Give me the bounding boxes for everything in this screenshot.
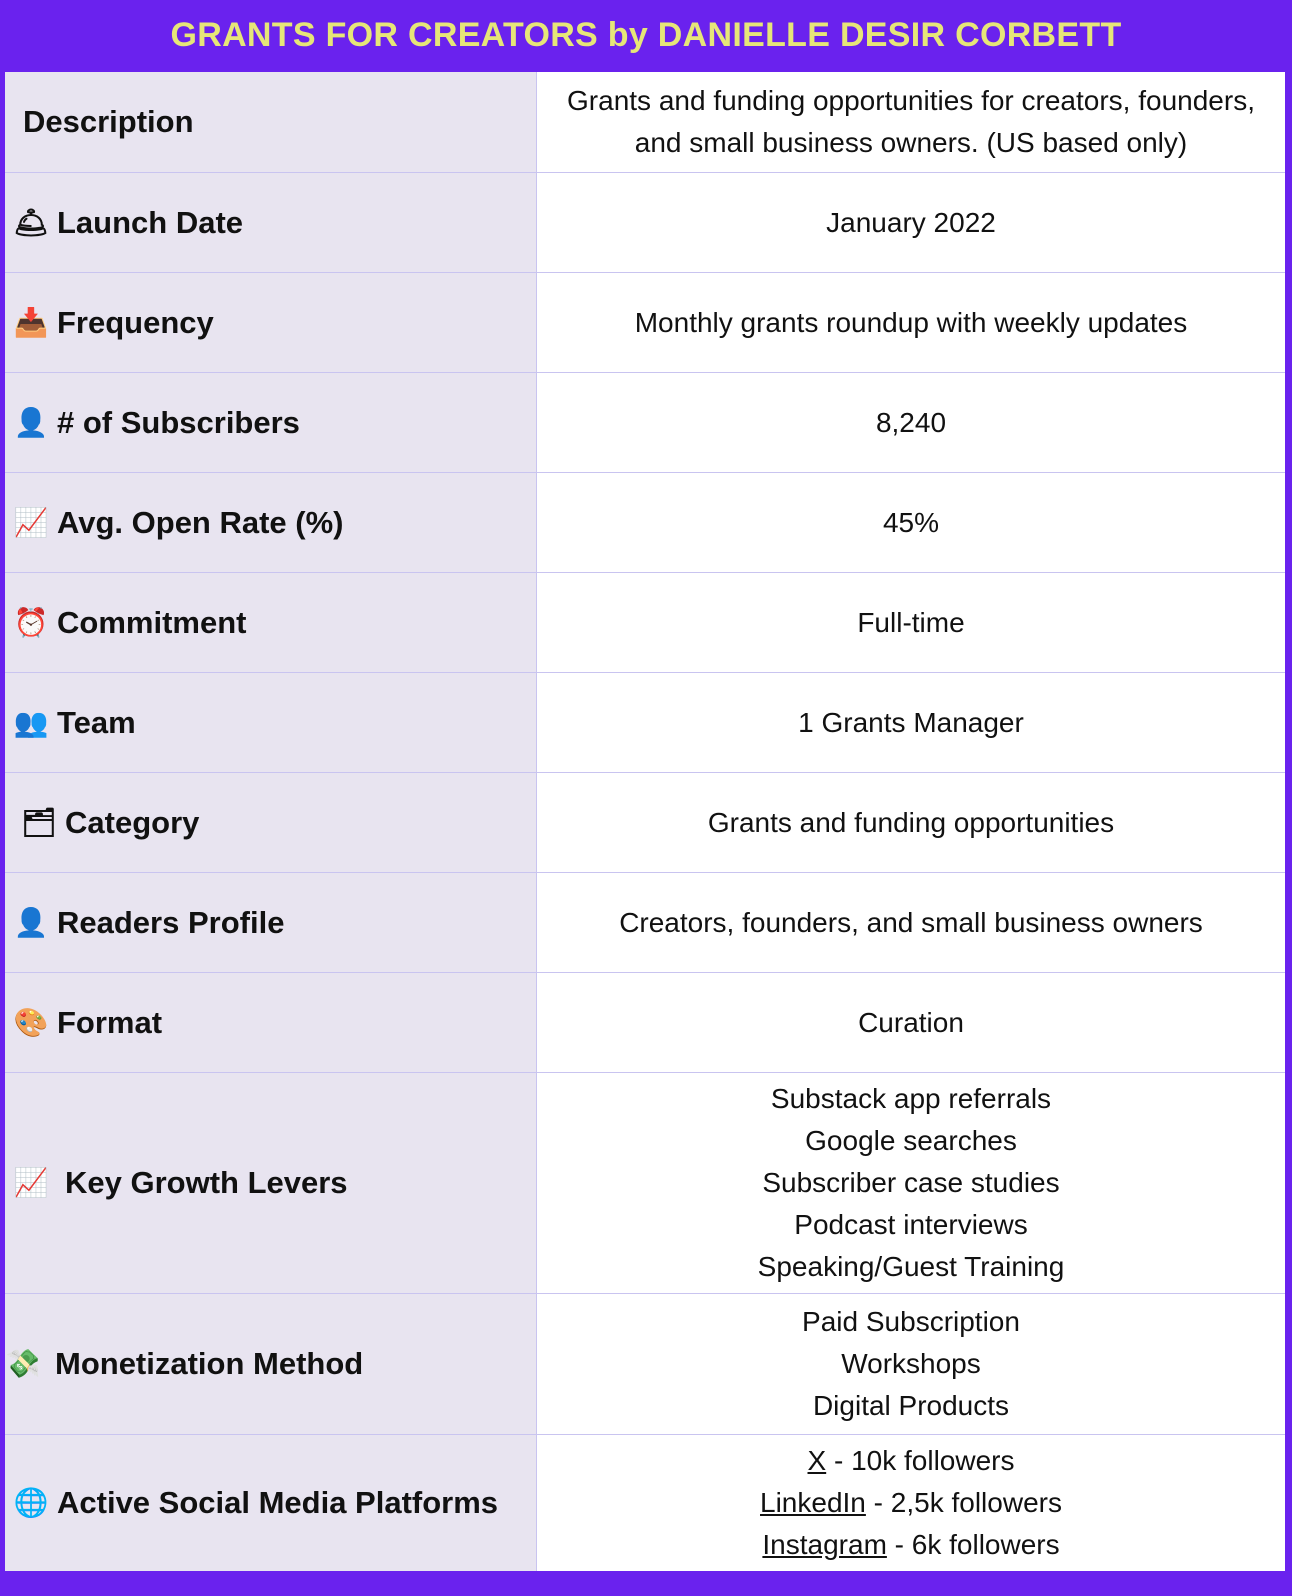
row-value-cell (537, 173, 1285, 272)
row-value: January 2022 (826, 206, 996, 238)
row-label-cell (5, 273, 537, 372)
row-label-cell (5, 1294, 537, 1434)
linkedin-link[interactable]: LinkedIn (760, 1487, 866, 1518)
table-row-monetization (5, 1294, 1285, 1435)
person-icon: 👤 (13, 406, 49, 438)
row-value-cell (537, 1073, 1285, 1293)
instagram-link[interactable]: Instagram (762, 1529, 887, 1560)
people-icon: 👥 (13, 706, 49, 738)
table-row-description (5, 72, 1285, 173)
row-label: Category (65, 804, 200, 840)
row-label: Monetization Method (55, 1346, 364, 1381)
row-value: Grants and funding opportunities (707, 806, 1115, 838)
table-row-growth-levers (5, 1073, 1285, 1294)
table-row-open-rate (5, 473, 1285, 573)
row-value: Curation (858, 1006, 964, 1038)
info-table (5, 72, 1285, 1571)
table-row-commitment (5, 573, 1285, 673)
row-value-cell (537, 473, 1285, 572)
bell-icon: 🛎 (13, 206, 49, 238)
row-label: Commitment (57, 604, 247, 640)
row-label-cell (5, 673, 537, 772)
palette-icon: 🎨 (13, 1006, 49, 1038)
list-item: Digital Products (812, 1390, 1010, 1421)
row-label-cell (5, 973, 537, 1072)
row-value-cell (537, 973, 1285, 1072)
list-item (808, 1440, 1015, 1482)
page-title: GRANTS FOR CREATORS by DANIELLE DESIR CORBETT (170, 15, 1122, 54)
chart-up-icon: 📈 (13, 1167, 49, 1198)
row-label-cell (5, 573, 537, 672)
person-icon: 👤 (13, 906, 49, 938)
row-value: Creators, founders, and small business owners (619, 906, 1203, 938)
row-label-cell (5, 873, 537, 972)
inbox-tray-icon: 📥 (13, 306, 49, 338)
row-label-cell (5, 373, 537, 472)
table-row-format (5, 973, 1285, 1073)
row-label: Launch Date (57, 204, 244, 240)
x-link[interactable]: X (807, 1445, 827, 1476)
row-value: 8,240 (875, 406, 947, 438)
list-item: Substack app referrals (770, 1083, 1052, 1114)
row-label: # of Subscribers (57, 404, 300, 440)
table-row-subscribers (5, 373, 1285, 473)
table-row-launch-date (5, 173, 1285, 273)
row-label: Readers Profile (57, 904, 285, 940)
table-row-category (5, 773, 1285, 873)
row-label: Avg. Open Rate (%) (57, 504, 344, 540)
row-label-cell (5, 173, 537, 272)
row-label: Format (57, 1004, 163, 1040)
list-item: Speaking/Guest Training (757, 1251, 1065, 1282)
row-label-cell (5, 72, 537, 172)
platform-detail: - 10k followers (826, 1445, 1015, 1476)
row-value-cell (537, 873, 1285, 972)
row-label: Description (23, 104, 194, 139)
row-value: 1 Grants Manager (798, 706, 1024, 738)
list-item: Paid Subscription (802, 1306, 1020, 1337)
table-row-frequency (5, 273, 1285, 373)
list-item: Subscriber case studies (762, 1167, 1060, 1198)
row-value-cell (537, 573, 1285, 672)
table-row-readers-profile (5, 873, 1285, 973)
table-row-team (5, 673, 1285, 773)
platform-detail: - 6k followers (886, 1529, 1060, 1560)
row-label: Frequency (57, 304, 214, 340)
list-item: Google searches (805, 1125, 1017, 1156)
row-label-cell (5, 1073, 537, 1293)
row-label-cell (5, 1435, 537, 1571)
row-value-cell (537, 273, 1285, 372)
list-item (762, 1524, 1059, 1566)
row-value-line: and small business owners. (US based only) (634, 127, 1188, 158)
row-label: Team (57, 704, 136, 740)
alarm-clock-icon: ⏰ (13, 606, 49, 638)
row-value-cell (537, 1435, 1285, 1571)
row-value: Full-time (857, 606, 965, 638)
globe-icon: 🌐 (13, 1487, 49, 1518)
row-label: Key Growth Levers (65, 1165, 348, 1200)
row-value-cell (537, 773, 1285, 872)
list-item: Podcast interviews (794, 1209, 1028, 1240)
row-value-cell (537, 673, 1285, 772)
row-value-cell (537, 1294, 1285, 1434)
platform-detail: - 2,5k followers (865, 1487, 1062, 1518)
row-value: 45% (882, 506, 940, 538)
money-icon: 💸 (5, 1348, 41, 1379)
row-label: Active Social Media Platforms (57, 1485, 499, 1520)
table-row-social-platforms (5, 1435, 1285, 1571)
folder-icon: 🗂 (21, 806, 57, 838)
row-value-line: Grants and funding opportunities for creators, founders, (567, 85, 1255, 116)
list-item (760, 1482, 1062, 1524)
row-label-cell (5, 473, 537, 572)
row-value-cell (537, 72, 1285, 172)
row-label-cell (5, 773, 537, 872)
chart-up-icon: 📈 (13, 506, 49, 538)
row-value: Monthly grants roundup with weekly updates (634, 306, 1188, 338)
list-item: Workshops (841, 1348, 981, 1379)
row-value-cell (537, 373, 1285, 472)
